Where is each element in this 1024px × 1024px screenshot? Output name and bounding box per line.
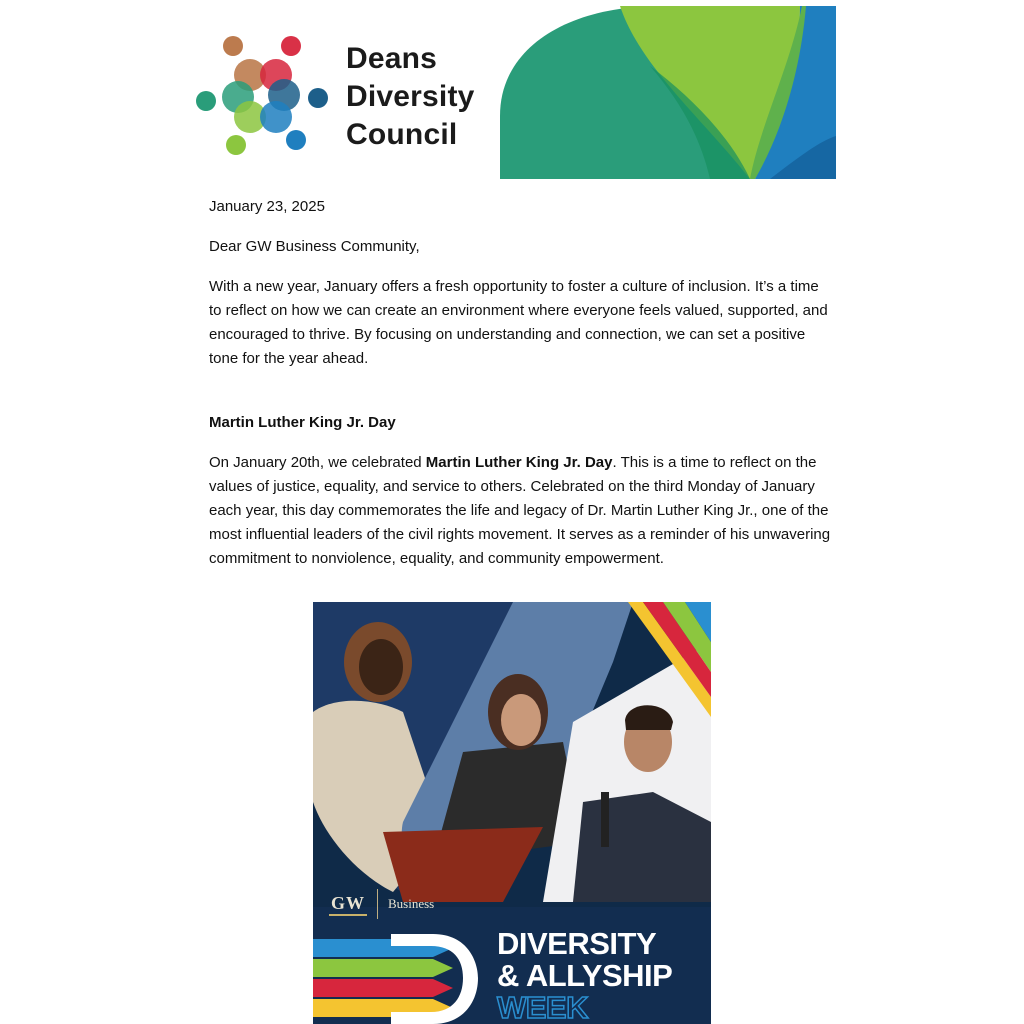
gw-logo-mark: GW bbox=[329, 893, 367, 916]
deans-diversity-council-logo-icon bbox=[196, 31, 331, 156]
poster-title bbox=[497, 928, 672, 1024]
diversity-allyship-week-poster bbox=[313, 602, 711, 1024]
logo-wordmark bbox=[346, 40, 475, 154]
mlk-paragraph-rest: . This is a time to reflect on the values of justice, equality, and service to others. Celebrated on the third Monday of January each year, this day commemorates the life and legacy of Dr. Martin Luther King Jr., one of the most influential leaders of the civil rights movement. It serves as a reminder of his unwavering commitment to nonviolence, equality, and community empowerment. bbox=[209, 454, 831, 567]
mlk-paragraph-lead: On January 20th, we celebrated bbox=[209, 454, 426, 471]
banner-leaf-graphic bbox=[500, 6, 836, 179]
gw-logo-business: Business bbox=[388, 896, 435, 911]
gw-logo-divider bbox=[377, 889, 378, 919]
mlk-paragraph-bold: Martin Luther King Jr. Day bbox=[425, 454, 613, 471]
poster-title-line-3: WEEK bbox=[497, 990, 588, 1024]
intro-paragraph: With a new year, January offers a fresh opportunity to foster a culture of inclusion. It’s a time to reflect on how we can create an environment where everyone feels valued, supported, and encouraged to thrive. By focusing on understanding and connection, we can set a positive tone for the year ahead. bbox=[209, 278, 828, 367]
mlk-section-heading: Martin Luther King Jr. Day bbox=[209, 414, 396, 431]
logo-line-3: Council bbox=[346, 118, 458, 151]
gw-business-logo bbox=[329, 889, 434, 919]
newsletter-header bbox=[196, 6, 836, 179]
logo-line-1: Deans bbox=[346, 42, 438, 75]
poster-title-line-2: & ALLYSHIP bbox=[497, 958, 673, 993]
letter-greeting: Dear GW Business Community, bbox=[209, 238, 420, 255]
letter-date: January 23, 2025 bbox=[209, 198, 325, 215]
logo-line-2: Diversity bbox=[346, 80, 475, 113]
poster-title-line-1: DIVERSITY bbox=[497, 926, 657, 961]
mlk-paragraph bbox=[209, 451, 834, 571]
